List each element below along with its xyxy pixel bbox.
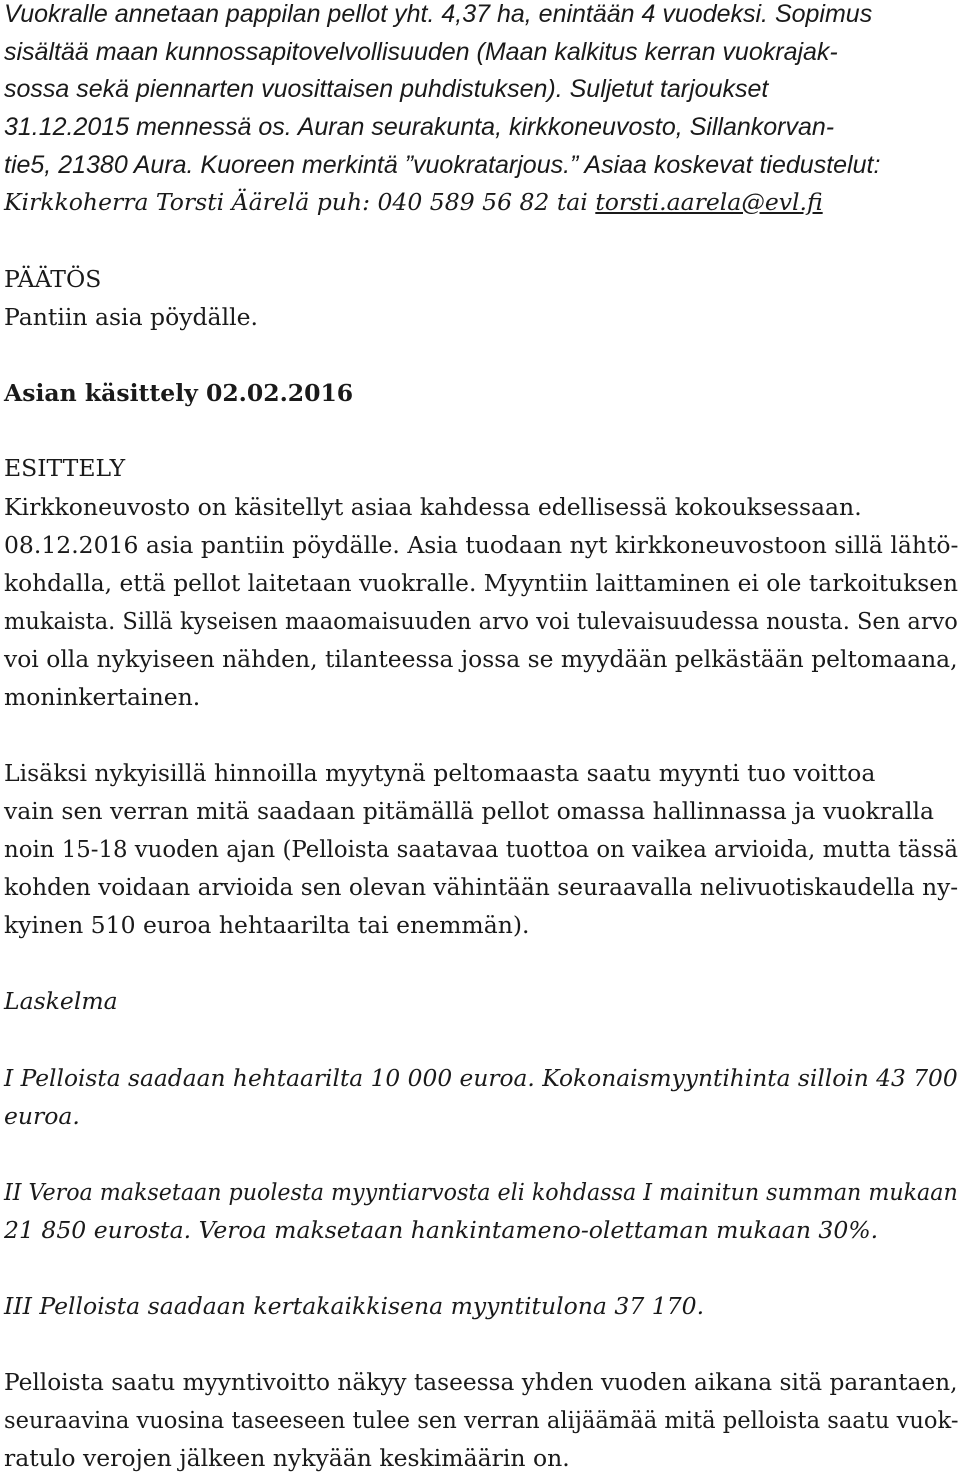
esittely-line-5: voi olla nykyiseen nähden, tilanteessa jossa se myydään pelkästään peltomaana, bbox=[4, 645, 958, 673]
conclusion-line-1: Pelloista saatu myyntivoitto näkyy taseessa yhden vuoden aikana sitä parantaen, bbox=[4, 1368, 958, 1396]
intro-line-4: 31.12.2015 mennessä os. Auran seurakunta, kirkkoneuvosto, Sillankorvan- bbox=[4, 113, 835, 141]
esittely-line-2: 08.12.2016 asia pantiin pöydälle. Asia tuodaan nyt kirkkoneuvostoon sillä lähtö- bbox=[4, 531, 959, 559]
lisaksi-line-4: kohden voidaan arvioida sen olevan vähintään seuraavalla nelivuotiskaudella ny- bbox=[4, 873, 959, 901]
intro-line-1: Vuokralle annetaan pappilan pellot yht. 4,37 ha, enintään 4 vuodeksi. Sopimus bbox=[4, 0, 873, 28]
lisaksi-line-3: noin 15-18 vuoden ajan (Pelloista saatavaa tuottoa on vaikea arvioida, mutta tässä bbox=[4, 835, 958, 863]
contact-text: Kirkkoherra Torsti Äärelä puh: 040 589 56 82 tai bbox=[4, 188, 596, 216]
lisaksi-line-2: vain sen verran mitä saadaan pitämällä pellot omassa hallinnassa ja vuokralla bbox=[4, 797, 935, 825]
esittely-line-4: mukaista. Sillä kyseisen maaomaisuuden arvo voi tulevaisuudessa nousta. Sen arvo bbox=[4, 607, 958, 635]
intro-line-5: tie5, 21380 Aura. Kuoreen merkintä ”vuokratarjous.” Asiaa koskevat tiedustelut: bbox=[4, 151, 881, 179]
email-link-tld[interactable]: .fi bbox=[799, 188, 823, 216]
laskelma-heading: Laskelma bbox=[4, 987, 118, 1015]
paatos-heading: PÄÄTÖS bbox=[4, 265, 102, 293]
email-link[interactable]: torsti.aarela@evl bbox=[595, 188, 800, 216]
paatos-text: Pantiin asia pöydälle. bbox=[4, 303, 258, 331]
intro-contact-line bbox=[4, 188, 823, 216]
lisaksi-line-5: kyinen 510 euroa hehtaarilta tai enemmän). bbox=[4, 911, 530, 939]
conclusion-line-2: seuraavina vuosina taseeseen tulee sen verran alijäämää mitä pelloista saatu vuok- bbox=[4, 1406, 959, 1434]
lisaksi-line-1: Lisäksi nykyisillä hinnoilla myytynä peltomaasta saatu myynti tuo voittoa bbox=[4, 759, 876, 787]
conclusion-line-3: ratulo verojen jälkeen nykyään keskimäärin on. bbox=[4, 1444, 570, 1472]
esittely-line-3: kohdalla, että pellot laitetaan vuokralle. Myyntiin laittaminen ei ole tarkoituksen bbox=[4, 569, 958, 597]
laskelma-item-2-line-2: 21 850 eurosta. Veroa maksetaan hankintameno-olettaman mukaan 30%. bbox=[4, 1216, 879, 1244]
laskelma-item-3: III Pelloista saadaan kertakaikkisena myyntitulona 37 170. bbox=[4, 1292, 705, 1320]
laskelma-item-1-line-2: euroa. bbox=[4, 1102, 80, 1130]
laskelma-item-1-line-1: I Pelloista saadaan hehtaarilta 10 000 euroa. Kokonaismyyntihinta silloin 43 700 bbox=[4, 1064, 958, 1092]
laskelma-item-2-line-1: II Veroa maksetaan puolesta myyntiarvosta eli kohdassa I mainitun summan mukaan bbox=[4, 1178, 958, 1206]
intro-line-2: sisältää maan kunnossapitovelvollisuuden (Maan kalkitus kerran vuokrajak- bbox=[4, 38, 838, 66]
intro-line-3: sossa sekä piennarten vuosittaisen puhdistuksen). Suljetut tarjoukset bbox=[4, 75, 769, 103]
esittely-line-6: moninkertainen. bbox=[4, 683, 201, 711]
asian-kasittely-heading: Asian käsittely 02.02.2016 bbox=[4, 379, 354, 407]
esittely-line-1: Kirkkoneuvosto on käsitellyt asiaa kahdessa edellisessä kokouksessaan. bbox=[4, 493, 862, 521]
esittely-heading: ESITTELY bbox=[4, 454, 126, 482]
